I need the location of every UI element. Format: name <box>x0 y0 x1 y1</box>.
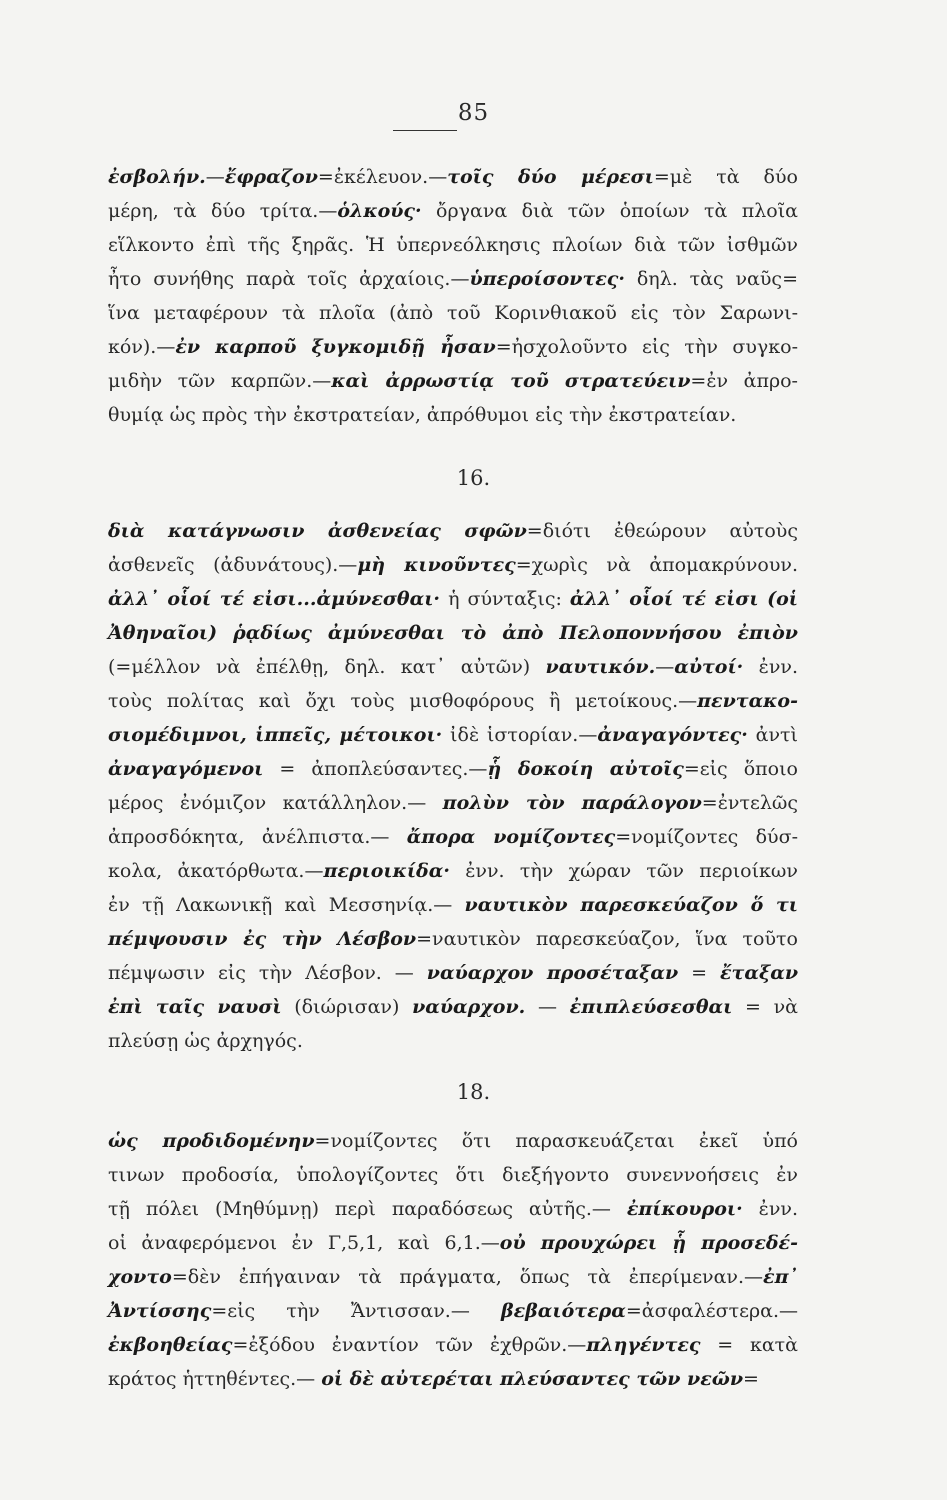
text-line <box>108 888 798 922</box>
lemma-term: πληγέντες <box>586 1334 701 1356</box>
gloss-text: πλεύσῃ ὡς ἀρχηγός. <box>108 1030 303 1052</box>
gloss-text: ἦτο συνήθης παρὰ τοῖς ἀρχαίοις.— <box>108 268 470 290</box>
gloss-text: — <box>655 656 675 678</box>
text-line <box>108 718 798 752</box>
gloss-text: μέρη, τὰ δύο τρίτα.— <box>108 200 338 222</box>
text-line <box>108 1024 798 1058</box>
gloss-text: =νομίζοντες δύσ- <box>615 826 798 848</box>
lemma-term: πέμψουσιν ἐς τὴν Λέσβον <box>108 928 417 950</box>
lemma-term: ἀναγαγόμενοι <box>108 758 264 780</box>
lemma-term: καὶ ἀρρωστίᾳ τοῦ στρατεύειν <box>331 370 691 392</box>
text-line <box>108 1328 798 1362</box>
text-block-16 <box>108 514 798 1058</box>
lemma-term: ᾗ δοκοίη αὐτοῖς <box>487 758 684 780</box>
text-line <box>108 650 798 684</box>
lemma-term: σιομέδιμνοι, ἱππεῖς, μέτοικοι· <box>108 724 443 746</box>
text-line <box>108 990 798 1024</box>
text-line <box>108 1192 798 1226</box>
lemma-term: ἐπίκουροι· <box>626 1198 743 1220</box>
lemma-term: χοντο <box>108 1266 172 1288</box>
text-line <box>108 194 798 228</box>
gloss-text: ἀντὶ <box>747 724 798 746</box>
gloss-text: = ἀποπλεύσαντες.— <box>263 758 488 780</box>
lemma-term: ἄπορα νομίζοντες <box>406 826 616 848</box>
lemma-term: ἔταξαν <box>719 962 798 984</box>
text-block-18 <box>108 1124 798 1396</box>
lemma-term: ἀλλ᾽ οἷοί τέ εἰσι (οἱ <box>569 588 798 610</box>
lemma-term: ἔφραζον <box>224 166 318 188</box>
gloss-text: =ἐκέλευον.— <box>317 166 448 188</box>
gloss-text: ἡ σύνταξις: <box>440 588 570 610</box>
lemma-term: Ἀντίσσης <box>108 1300 212 1322</box>
text-line <box>108 514 798 548</box>
lemma-term: τοῖς δύο μέρεσι <box>447 166 654 188</box>
text-line <box>108 548 798 582</box>
lemma-term: πολὺν τὸν παράλογον <box>442 792 702 814</box>
gloss-text: ἀσθενεῖς (ἀδυνάτους).— <box>108 554 358 576</box>
text-line <box>108 1362 798 1396</box>
lemma-term: οὐ προυχώρει ᾗ προσεδέ- <box>499 1232 798 1254</box>
gloss-text: ἐνν. <box>742 1198 798 1220</box>
lemma-term: ναυτικὸν παρεσκεύαζον ὅ τι <box>464 894 799 916</box>
text-line <box>108 854 798 888</box>
gloss-text: =ἠσχολοῦντο εἰς τὴν συγκο- <box>495 336 798 358</box>
gloss-text: ἐνν. τὴν χώραν τῶν περιοίκων <box>449 860 798 882</box>
gloss-text: κράτος ἡττηθέντες.— <box>108 1368 322 1390</box>
gloss-text: =ἀσφαλέστερα.— <box>625 1300 798 1322</box>
gloss-text: =εἰς ὅποιο <box>683 758 798 780</box>
lemma-term: ἐπ᾽ <box>763 1266 798 1288</box>
text-line <box>108 1260 798 1294</box>
text-line <box>108 1226 798 1260</box>
gloss-text: =μὲ τὰ δύο <box>653 166 798 188</box>
gloss-text: κόν).— <box>108 336 176 358</box>
gloss-text: =ἐντελῶς <box>701 792 798 814</box>
lemma-term: ναύαρχον προσέταξαν <box>426 962 679 984</box>
lemma-term: ὡς προδιδομένην <box>108 1130 315 1152</box>
lemma-term: ἀλλ᾽ οἷοί τέ εἰσι...ἀμύνεσθαι· <box>108 588 441 610</box>
section-heading-18: 18. <box>456 1080 491 1104</box>
text-line <box>108 160 798 194</box>
gloss-text: =νομίζοντες ὅτι παρασκευάζεται ἐκεῖ ὑπό <box>314 1130 798 1152</box>
page-number: 85 <box>457 100 490 126</box>
text-line <box>108 956 798 990</box>
gloss-text: =ἐν ἀπρο- <box>690 370 798 392</box>
gloss-text: ἀπροσδόκητα, ἀνέλπιστα.— <box>108 826 407 848</box>
text-line <box>108 684 798 718</box>
text-line <box>108 820 798 854</box>
gloss-text: τῇ πόλει (Μηθύμνῃ) περὶ παραδόσεως αὐτῆς.— <box>108 1198 627 1220</box>
text-line <box>108 1124 798 1158</box>
text-line <box>108 228 798 262</box>
text-line <box>108 1158 798 1192</box>
lemma-term: ὑπεροίσοντες· <box>469 268 625 290</box>
lemma-term: ἐκβοηθείας <box>108 1334 233 1356</box>
lemma-term: Ἀθηναῖοι) ῥᾳδίως ἀμύνεσθαι τὸ ἀπὸ Πελοποννήσου ἐπιὸν <box>108 622 798 644</box>
gloss-text: μέρος ἐνόμιζον κατάλληλον.— <box>108 792 443 814</box>
gloss-text: = <box>678 962 720 984</box>
lemma-term: πεντακο- <box>697 690 798 712</box>
text-line <box>108 752 798 786</box>
lemma-term: ἀναγαγόντες· <box>597 724 748 746</box>
gloss-text: =χωρὶς νὰ ἀπομακρύνουν. <box>515 554 798 576</box>
gloss-text: =δὲν ἐπήγαιναν τὰ πράγματα, ὅπως τὰ ἐπερίμεναν.— <box>171 1266 764 1288</box>
gloss-text: κολα, ἀκατόρθωτα.— <box>108 860 324 882</box>
text-line <box>108 296 798 330</box>
gloss-text: μιδὴν τῶν καρπῶν.— <box>108 370 332 392</box>
lemma-term: ναυτικόν. <box>545 656 656 678</box>
gloss-text: ἰδὲ ἱστορίαν.— <box>442 724 598 746</box>
gloss-text: ἐν τῇ Λακωνικῇ καὶ Μεσσηνίᾳ.— <box>108 894 465 916</box>
gloss-text: =εἰς τὴν Ἄντισσαν.— <box>211 1300 502 1322</box>
text-line <box>108 364 798 398</box>
lemma-term: μὴ κινοῦντες <box>357 554 516 576</box>
gloss-text: δηλ. τὰς ναῦς= <box>625 268 798 290</box>
gloss-text: — <box>205 166 225 188</box>
lemma-term: περιοικίδα· <box>323 860 450 882</box>
lemma-term: διὰ κατάγνωσιν ἀσθενείας σφῶν <box>108 520 527 542</box>
lemma-term: ἐσβολήν. <box>108 166 206 188</box>
gloss-text: τινων προδοσία, ὑπολογίζοντες ὅτι διεξήγοντο συνεννοήσεις ἐν <box>108 1164 798 1186</box>
gloss-text: (=μέλλον νὰ ἐπέλθῃ, δηλ. κατ᾽ αὐτῶν) <box>108 656 546 678</box>
gloss-text: = νὰ <box>732 996 798 1018</box>
lemma-term: οἱ δὲ αὐτερέται πλεύσαντες τῶν νεῶν <box>321 1368 744 1390</box>
text-line <box>108 922 798 956</box>
lemma-term: ὁλκούς· <box>337 200 422 222</box>
gloss-text: = <box>743 1368 759 1390</box>
text-line <box>108 786 798 820</box>
gloss-text: ὄργανα διὰ τῶν ὁποίων τὰ πλοῖα <box>421 200 799 222</box>
lemma-term: αὐτοί· <box>674 656 744 678</box>
lemma-term: ἐπὶ ταῖς ναυσὶ <box>108 996 282 1018</box>
text-line <box>108 582 798 616</box>
gloss-text: =ναυτικὸν παρεσκεύαζον, ἵνα τοῦτο <box>416 928 798 950</box>
text-block-15 <box>108 160 798 432</box>
text-line <box>108 262 798 296</box>
gloss-text: τοὺς πολίτας καὶ ὄχι τοὺς μισθοφόρους ἢ μετοίκους.— <box>108 690 698 712</box>
gloss-text: πέμψωσιν εἰς τὴν Λέσβον. — <box>108 962 427 984</box>
gloss-text: = κατὰ <box>700 1334 798 1356</box>
gloss-text: οἱ ἀναφερόμενοι ἐν Γ,5,1, καὶ 6,1.— <box>108 1232 500 1254</box>
gloss-text: θυμίᾳ ὡς πρὸς τὴν ἐκστρατείαν, ἀπρόθυμοι εἰς τὴν ἐκστρατείαν. <box>108 404 737 426</box>
gloss-text: ἐνν. <box>743 656 798 678</box>
text-line <box>108 330 798 364</box>
lemma-term: ἐπιπλεύσεσθαι <box>569 996 733 1018</box>
text-line <box>108 398 798 432</box>
text-line <box>108 616 798 650</box>
gloss-text: ἵνα μεταφέρουν τὰ πλοῖα (ἀπὸ τοῦ Κορινθιακοῦ εἰς τὸν Σαρωνι- <box>108 302 798 324</box>
lemma-term: ναύαρχον. <box>412 996 526 1018</box>
lemma-term: ἐν καρποῦ ξυγκομιδῇ ἦσαν <box>175 336 496 358</box>
page-number-rule <box>393 130 457 131</box>
gloss-text: =ἐξόδου ἐναντίον τῶν ἐχθρῶν.— <box>232 1334 587 1356</box>
gloss-text: εἵλκοντο ἐπὶ τῆς ξηρᾶς. Ἡ ὑπερνεόλκησις πλοίων διὰ τῶν ἰσθμῶν <box>108 234 798 256</box>
lemma-term: βεβαιότερα <box>501 1300 626 1322</box>
text-line <box>108 1294 798 1328</box>
gloss-text: =διότι ἐθεώρουν αὐτοὺς <box>526 520 798 542</box>
section-heading-16: 16. <box>456 466 491 490</box>
gloss-text: — <box>525 996 570 1018</box>
gloss-text: (διώρισαν) <box>281 996 413 1018</box>
